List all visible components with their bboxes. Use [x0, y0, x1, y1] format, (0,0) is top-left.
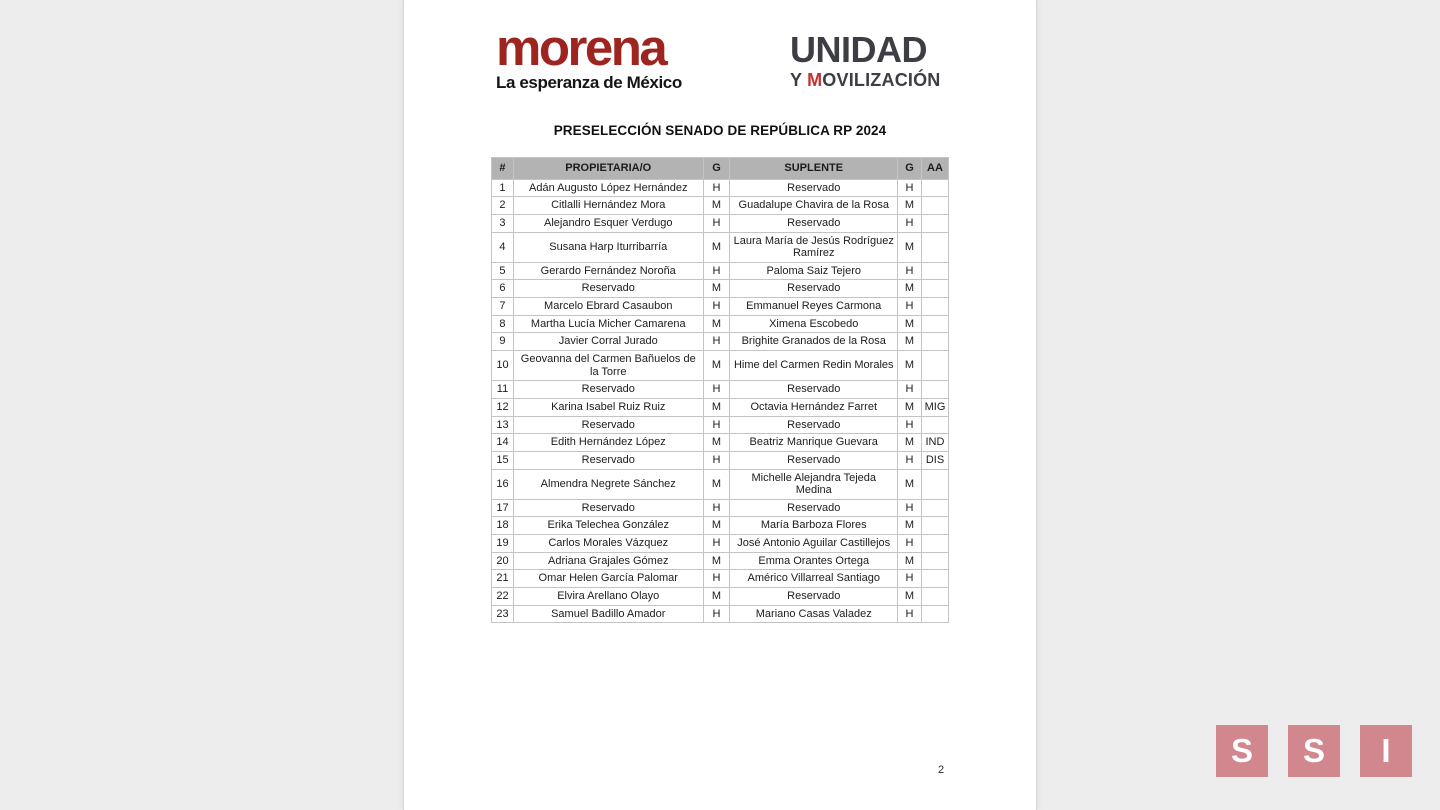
cell-g1: H [703, 499, 730, 517]
table-row [492, 381, 949, 399]
table-row [492, 517, 949, 535]
cell-aa [921, 197, 948, 215]
cell-aa [921, 588, 948, 606]
cell-aa [921, 416, 948, 434]
cell-propietaria: Reservado [513, 499, 703, 517]
cell-aa [921, 517, 948, 535]
col-header-propietaria: PROPIETARIA/O [513, 158, 703, 180]
cell-n: 2 [492, 197, 514, 215]
cell-suplente: Reservado [730, 499, 898, 517]
page-number: 2 [938, 764, 945, 776]
cell-propietaria: Reservado [513, 416, 703, 434]
table-row [492, 469, 949, 499]
cell-propietaria: Reservado [513, 280, 703, 298]
table-row [492, 298, 949, 316]
cell-n: 11 [492, 381, 514, 399]
cell-n: 8 [492, 315, 514, 333]
col-header-aa: AA [921, 158, 948, 180]
cell-aa [921, 351, 948, 381]
page-title: PRESELECCIÓN SENADO DE REPÚBLICA RP 2024 [553, 123, 887, 138]
cell-g2: M [898, 197, 922, 215]
movilizacion-rest: OVILIZACIÓN [822, 69, 941, 90]
cell-g2: H [898, 570, 922, 588]
cell-g1: M [703, 280, 730, 298]
cell-propietaria: Carlos Morales Vázquez [513, 535, 703, 553]
cell-propietaria: Adriana Grajales Gómez [513, 552, 703, 570]
cell-propietaria: Samuel Badillo Amador [513, 605, 703, 623]
cell-propietaria: Javier Corral Jurado [513, 333, 703, 351]
cell-n: 13 [492, 416, 514, 434]
table-row [492, 451, 949, 469]
cell-propietaria: Reservado [513, 451, 703, 469]
table-row [492, 588, 949, 606]
cell-aa [921, 605, 948, 623]
table-row [492, 280, 949, 298]
cell-g1: H [703, 381, 730, 399]
cell-n: 18 [492, 517, 514, 535]
cell-propietaria: Citlalli Hernández Mora [513, 197, 703, 215]
table-row [492, 315, 949, 333]
cell-aa [921, 298, 948, 316]
cell-g2: H [898, 262, 922, 280]
cell-suplente: Américo Villarreal Santiago [730, 570, 898, 588]
cell-propietaria: Martha Lucía Micher Camarena [513, 315, 703, 333]
ssi-letter-s2: S [1288, 725, 1340, 777]
cell-propietaria: Susana Harp Iturribarría [513, 232, 703, 262]
table-row [492, 535, 949, 553]
cell-g2: H [898, 605, 922, 623]
cell-suplente: Emma Orantes Ortega [730, 552, 898, 570]
cell-n: 4 [492, 232, 514, 262]
cell-n: 16 [492, 469, 514, 499]
cell-suplente: Mariano Casas Valadez [730, 605, 898, 623]
cell-n: 21 [492, 570, 514, 588]
cell-aa [921, 333, 948, 351]
cell-g1: M [703, 232, 730, 262]
unidad-movilizacion-logo [790, 29, 941, 91]
cell-aa [921, 262, 948, 280]
cell-n: 1 [492, 179, 514, 197]
cell-g2: M [898, 333, 922, 351]
cell-propietaria: Karina Isabel Ruiz Ruiz [513, 398, 703, 416]
cell-propietaria: Erika Telechea González [513, 517, 703, 535]
cell-n: 6 [492, 280, 514, 298]
cell-suplente: Reservado [730, 416, 898, 434]
cell-n: 12 [492, 398, 514, 416]
cell-aa [921, 499, 948, 517]
cell-suplente: Reservado [730, 179, 898, 197]
cell-suplente: Reservado [730, 588, 898, 606]
ssi-letter-s1: S [1216, 725, 1268, 777]
cell-n: 10 [492, 351, 514, 381]
cell-suplente: Michelle Alejandra Tejeda Medina [730, 469, 898, 499]
cell-g1: H [703, 416, 730, 434]
movilizacion-wordmark [790, 70, 941, 91]
col-header-g2: G [898, 158, 922, 180]
cell-g1: H [703, 535, 730, 553]
cell-g2: H [898, 381, 922, 399]
cell-aa: DIS [921, 451, 948, 469]
morena-tagline: La esperanza de México [496, 72, 682, 92]
cell-aa [921, 535, 948, 553]
table-row [492, 214, 949, 232]
cell-n: 7 [492, 298, 514, 316]
cell-n: 17 [492, 499, 514, 517]
table-row [492, 197, 949, 215]
cell-aa [921, 381, 948, 399]
cell-suplente: Reservado [730, 280, 898, 298]
cell-n: 3 [492, 214, 514, 232]
cell-g1: H [703, 451, 730, 469]
table-row [492, 398, 949, 416]
col-header-g1: G [703, 158, 730, 180]
cell-suplente: Brighite Granados de la Rosa [730, 333, 898, 351]
cell-propietaria: Edith Hernández López [513, 434, 703, 452]
movilizacion-prefix: Y [790, 69, 808, 90]
cell-propietaria: Marcelo Ebrard Casaubon [513, 298, 703, 316]
cell-g2: M [898, 232, 922, 262]
document-page [403, 0, 1037, 810]
table-row [492, 570, 949, 588]
unidad-wordmark: UNIDAD [790, 29, 927, 70]
table-row [492, 232, 949, 262]
cell-g2: H [898, 214, 922, 232]
table-row [492, 499, 949, 517]
table-row [492, 262, 949, 280]
table-row [492, 434, 949, 452]
table-row [492, 333, 949, 351]
cell-suplente: Reservado [730, 214, 898, 232]
cell-aa [921, 232, 948, 262]
cell-g2: H [898, 179, 922, 197]
cell-suplente: María Barboza Flores [730, 517, 898, 535]
cell-suplente: Beatriz Manrique Guevara [730, 434, 898, 452]
table-row [492, 552, 949, 570]
movilizacion-accent-letter: M [807, 69, 823, 90]
morena-logo [496, 19, 682, 93]
cell-propietaria: Gerardo Fernández Noroña [513, 262, 703, 280]
cell-aa: MIG [921, 398, 948, 416]
cell-g1: H [703, 605, 730, 623]
cell-suplente: Hime del Carmen Redin Morales [730, 351, 898, 381]
cell-suplente: Reservado [730, 381, 898, 399]
morena-wordmark: morena [496, 19, 666, 76]
cell-g2: M [898, 280, 922, 298]
cell-suplente: José Antonio Aguilar Castillejos [730, 535, 898, 553]
cell-suplente: Octavia Hernández Farret [730, 398, 898, 416]
cell-g1: H [703, 333, 730, 351]
cell-propietaria: Almendra Negrete Sánchez [513, 469, 703, 499]
cell-propietaria: Adán Augusto López Hernández [513, 179, 703, 197]
cell-g1: M [703, 434, 730, 452]
cell-propietaria: Omar Helen García Palomar [513, 570, 703, 588]
cell-g1: H [703, 214, 730, 232]
cell-n: 15 [492, 451, 514, 469]
cell-g1: M [703, 315, 730, 333]
cell-suplente: Emmanuel Reyes Carmona [730, 298, 898, 316]
cell-n: 23 [492, 605, 514, 623]
cell-aa [921, 315, 948, 333]
cell-propietaria: Elvira Arellano Olayo [513, 588, 703, 606]
cell-n: 20 [492, 552, 514, 570]
cell-suplente: Paloma Saiz Tejero [730, 262, 898, 280]
cell-g2: H [898, 499, 922, 517]
table-body [492, 179, 949, 623]
cell-g2: M [898, 434, 922, 452]
cell-n: 5 [492, 262, 514, 280]
table-row [492, 416, 949, 434]
cell-aa [921, 570, 948, 588]
cell-aa [921, 469, 948, 499]
cell-g2: M [898, 315, 922, 333]
cell-n: 14 [492, 434, 514, 452]
cell-g1: M [703, 197, 730, 215]
cell-g1: H [703, 298, 730, 316]
table-row [492, 179, 949, 197]
table-header-row [492, 158, 949, 180]
cell-n: 22 [492, 588, 514, 606]
cell-aa: IND [921, 434, 948, 452]
cell-g2: H [898, 451, 922, 469]
ssi-letter-i: I [1360, 725, 1412, 777]
cell-g2: M [898, 552, 922, 570]
cell-g2: M [898, 469, 922, 499]
ssi-watermark [1216, 725, 1412, 777]
cell-propietaria: Reservado [513, 381, 703, 399]
cell-propietaria: Alejandro Esquer Verdugo [513, 214, 703, 232]
candidates-table [491, 157, 949, 623]
cell-aa [921, 552, 948, 570]
cell-suplente: Ximena Escobedo [730, 315, 898, 333]
cell-g2: H [898, 298, 922, 316]
cell-suplente: Laura María de Jesús Rodríguez Ramírez [730, 232, 898, 262]
table-row [492, 351, 949, 381]
cell-g2: H [898, 416, 922, 434]
cell-suplente: Guadalupe Chavira de la Rosa [730, 197, 898, 215]
cell-g1: H [703, 179, 730, 197]
cell-n: 19 [492, 535, 514, 553]
cell-g2: M [898, 588, 922, 606]
cell-g1: M [703, 398, 730, 416]
cell-g1: H [703, 262, 730, 280]
table-row [492, 605, 949, 623]
cell-g2: M [898, 351, 922, 381]
cell-g1: M [703, 469, 730, 499]
cell-g1: H [703, 570, 730, 588]
cell-aa [921, 214, 948, 232]
cell-g1: M [703, 351, 730, 381]
cell-g2: H [898, 535, 922, 553]
col-header-suplente: SUPLENTE [730, 158, 898, 180]
cell-propietaria: Geovanna del Carmen Bañuelos de la Torre [513, 351, 703, 381]
cell-aa [921, 179, 948, 197]
col-header-number: # [492, 158, 514, 180]
cell-g2: M [898, 517, 922, 535]
cell-g1: M [703, 588, 730, 606]
cell-g2: M [898, 398, 922, 416]
cell-aa [921, 280, 948, 298]
cell-g1: M [703, 517, 730, 535]
logo-row [404, 19, 1036, 98]
cell-g1: M [703, 552, 730, 570]
cell-suplente: Reservado [730, 451, 898, 469]
cell-n: 9 [492, 333, 514, 351]
